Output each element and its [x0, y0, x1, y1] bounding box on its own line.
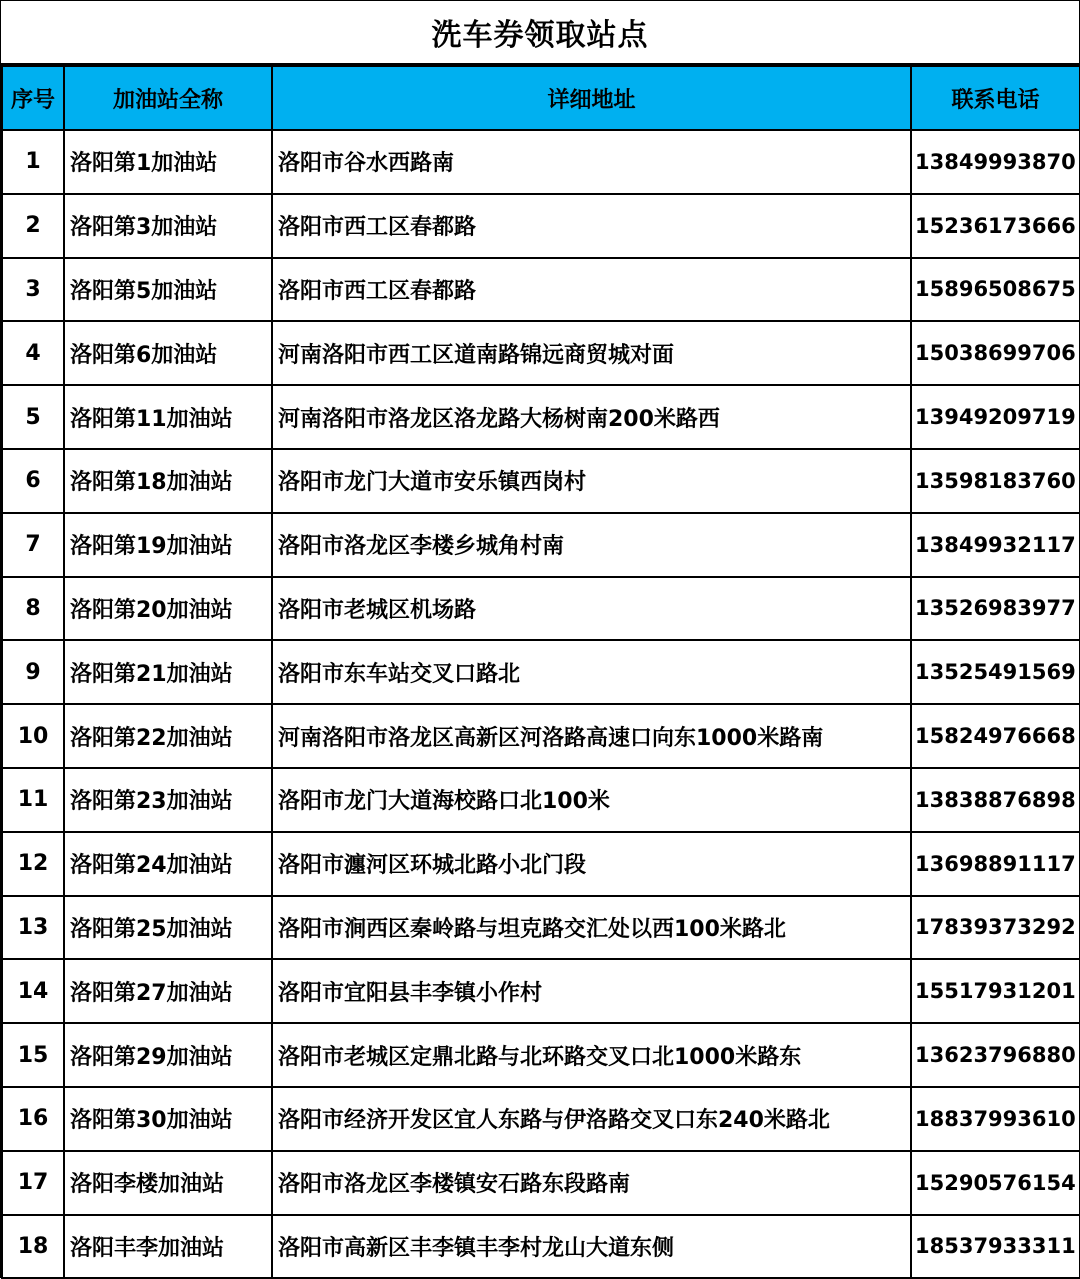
row-index: 18 — [2, 1215, 64, 1279]
table-row — [2, 896, 1080, 960]
station-name: 洛阳第27加油站 — [64, 959, 272, 1023]
station-name: 洛阳丰李加油站 — [64, 1215, 272, 1279]
station-phone: 15236173666 — [911, 194, 1080, 258]
table-row — [2, 258, 1080, 322]
row-index: 2 — [2, 194, 64, 258]
station-name: 洛阳第6加油站 — [64, 321, 272, 385]
station-phone: 13838876898 — [911, 768, 1080, 832]
station-address: 洛阳市龙门大道海校路口北100米 — [272, 768, 911, 832]
station-name: 洛阳第19加油站 — [64, 513, 272, 577]
table-row — [2, 832, 1080, 896]
station-phone: 13598183760 — [911, 449, 1080, 513]
table-row — [2, 768, 1080, 832]
row-index: 7 — [2, 513, 64, 577]
station-name: 洛阳第29加油站 — [64, 1023, 272, 1087]
station-name: 洛阳第21加油站 — [64, 640, 272, 704]
row-index: 9 — [2, 640, 64, 704]
header-row — [2, 66, 1080, 130]
station-phone: 15038699706 — [911, 321, 1080, 385]
station-name: 洛阳第20加油站 — [64, 577, 272, 641]
station-address: 洛阳市老城区定鼎北路与北环路交叉口北1000米路东 — [272, 1023, 911, 1087]
station-name: 洛阳第5加油站 — [64, 258, 272, 322]
table-row — [2, 704, 1080, 768]
station-phone: 13849932117 — [911, 513, 1080, 577]
row-index: 17 — [2, 1151, 64, 1215]
station-address: 洛阳市西工区春都路 — [272, 194, 911, 258]
table-row — [2, 640, 1080, 704]
row-index: 14 — [2, 959, 64, 1023]
row-index: 1 — [2, 130, 64, 194]
station-address: 洛阳市洛龙区李楼镇安石路东段路南 — [272, 1151, 911, 1215]
station-address: 洛阳市东车站交叉口路北 — [272, 640, 911, 704]
station-name: 洛阳第24加油站 — [64, 832, 272, 896]
station-phone: 13698891117 — [911, 832, 1080, 896]
sheet-title: 洗车券领取站点 — [1, 1, 1079, 65]
station-table — [1, 65, 1080, 1279]
header-phone: 联系电话 — [911, 66, 1080, 130]
station-phone: 13949209719 — [911, 385, 1080, 449]
station-address: 洛阳市经济开发区宜人东路与伊洛路交叉口东240米路北 — [272, 1087, 911, 1151]
station-address: 洛阳市高新区丰李镇丰李村龙山大道东侧 — [272, 1215, 911, 1279]
station-address: 河南洛阳市西工区道南路锦远商贸城对面 — [272, 321, 911, 385]
station-address: 洛阳市老城区机场路 — [272, 577, 911, 641]
station-phone: 15896508675 — [911, 258, 1080, 322]
table-row — [2, 513, 1080, 577]
station-name: 洛阳第3加油站 — [64, 194, 272, 258]
row-index: 12 — [2, 832, 64, 896]
table-row — [2, 959, 1080, 1023]
station-phone: 13525491569 — [911, 640, 1080, 704]
station-address: 洛阳市涧西区秦岭路与坦克路交汇处以西100米路北 — [272, 896, 911, 960]
row-index: 11 — [2, 768, 64, 832]
row-index: 6 — [2, 449, 64, 513]
station-address: 河南洛阳市洛龙区高新区河洛路高速口向东1000米路南 — [272, 704, 911, 768]
station-phone: 13526983977 — [911, 577, 1080, 641]
table-row — [2, 1151, 1080, 1215]
table-row — [2, 321, 1080, 385]
station-address: 洛阳市瀍河区环城北路小北门段 — [272, 832, 911, 896]
table-body — [2, 130, 1080, 1278]
station-name: 洛阳第1加油站 — [64, 130, 272, 194]
station-address: 河南洛阳市洛龙区洛龙路大杨树南200米路西 — [272, 385, 911, 449]
row-index: 8 — [2, 577, 64, 641]
row-index: 3 — [2, 258, 64, 322]
row-index: 10 — [2, 704, 64, 768]
station-name: 洛阳第23加油站 — [64, 768, 272, 832]
header-index: 序号 — [2, 66, 64, 130]
station-phone: 13623796880 — [911, 1023, 1080, 1087]
station-address: 洛阳市西工区春都路 — [272, 258, 911, 322]
station-name: 洛阳第22加油站 — [64, 704, 272, 768]
row-index: 13 — [2, 896, 64, 960]
header-address: 详细地址 — [272, 66, 911, 130]
station-phone: 17839373292 — [911, 896, 1080, 960]
station-address: 洛阳市宜阳县丰李镇小作村 — [272, 959, 911, 1023]
station-name: 洛阳第30加油站 — [64, 1087, 272, 1151]
table-row — [2, 1087, 1080, 1151]
table-row — [2, 1215, 1080, 1279]
station-name: 洛阳第11加油站 — [64, 385, 272, 449]
table-row — [2, 449, 1080, 513]
station-address: 洛阳市谷水西路南 — [272, 130, 911, 194]
table-row — [2, 385, 1080, 449]
station-phone: 13849993870 — [911, 130, 1080, 194]
table-row — [2, 577, 1080, 641]
table-row — [2, 1023, 1080, 1087]
station-name: 洛阳第25加油站 — [64, 896, 272, 960]
table-row — [2, 194, 1080, 258]
station-name: 洛阳第18加油站 — [64, 449, 272, 513]
row-index: 4 — [2, 321, 64, 385]
row-index: 15 — [2, 1023, 64, 1087]
header-name: 加油站全称 — [64, 66, 272, 130]
station-name: 洛阳李楼加油站 — [64, 1151, 272, 1215]
station-address: 洛阳市洛龙区李楼乡城角村南 — [272, 513, 911, 577]
row-index: 16 — [2, 1087, 64, 1151]
station-phone: 18537933311 — [911, 1215, 1080, 1279]
station-phone: 18837993610 — [911, 1087, 1080, 1151]
station-phone: 15824976668 — [911, 704, 1080, 768]
row-index: 5 — [2, 385, 64, 449]
station-address: 洛阳市龙门大道市安乐镇西岗村 — [272, 449, 911, 513]
table-row — [2, 130, 1080, 194]
station-phone: 15290576154 — [911, 1151, 1080, 1215]
station-phone: 15517931201 — [911, 959, 1080, 1023]
